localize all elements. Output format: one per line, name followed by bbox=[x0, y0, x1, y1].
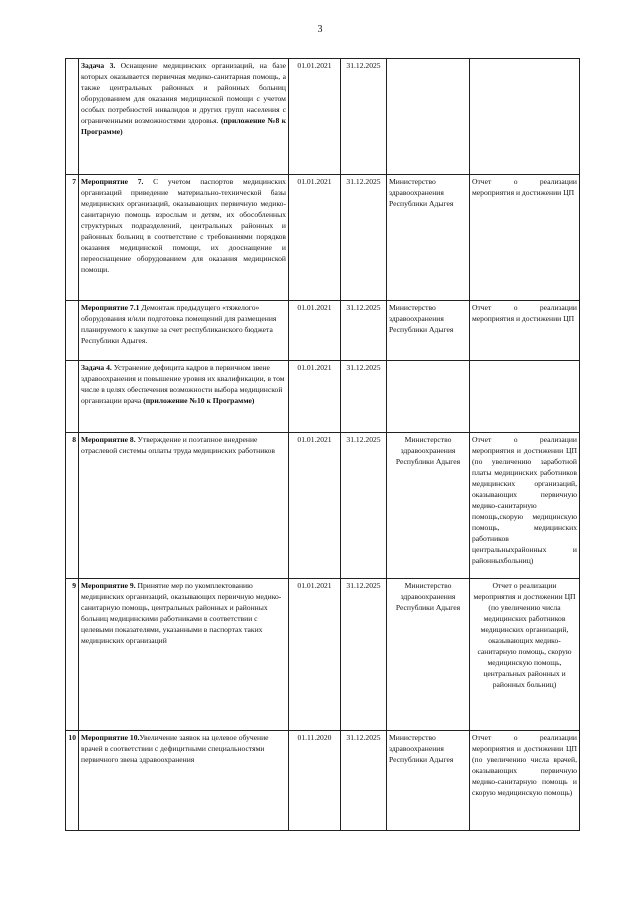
measure-title: Задача 4. bbox=[81, 363, 112, 372]
measure-description bbox=[79, 59, 289, 175]
measure-title: Мероприятие 8. bbox=[81, 435, 136, 444]
table-row bbox=[66, 731, 580, 831]
responsible bbox=[387, 361, 470, 433]
table-row bbox=[66, 361, 580, 433]
result bbox=[470, 361, 580, 433]
row-number bbox=[66, 59, 79, 175]
row-number bbox=[66, 301, 79, 361]
measure-title: Мероприятие 7.1 bbox=[81, 303, 140, 312]
responsible: Министерство здравоохранения Республики Адыгея bbox=[387, 301, 470, 361]
measure-text: Оснащение медицинских организаций, на базе которых оказывается первичная медико-санитарная помощь, а также центральных районных и районных больниц оборудованием для оказания медицинской помощи с учетом особых потребностей инвалидов и других групп населения с ограниченными возможностями здоровья. bbox=[81, 61, 286, 125]
result: Отчет о реализации мероприятия и достижении ЦП (по увеличению числа медицинских работников медицинских организаций, оказывающих медико-санитарную помощь, скорую медицинскую помощь, центральных районных и районных больниц) bbox=[470, 579, 580, 731]
start-date: 01.01.2021 bbox=[289, 59, 341, 175]
table-row bbox=[66, 579, 580, 731]
page-number: 3 bbox=[317, 24, 323, 35]
measure-title: Мероприятие 9. bbox=[81, 581, 136, 590]
result: Отчет о реализации мероприятия и достижении ЦП bbox=[470, 175, 580, 301]
table-row bbox=[66, 301, 580, 361]
measure-title: Мероприятие 10. bbox=[81, 733, 140, 742]
measure-description bbox=[79, 361, 289, 433]
start-date: 01.01.2021 bbox=[289, 579, 341, 731]
result: Отчет о реализации мероприятия и достижении ЦП bbox=[470, 301, 580, 361]
end-date: 31.12.2025 bbox=[341, 301, 387, 361]
end-date: 31.12.2025 bbox=[341, 175, 387, 301]
table-row bbox=[66, 59, 580, 175]
measure-description bbox=[79, 175, 289, 301]
end-date: 31.12.2025 bbox=[341, 433, 387, 579]
measure-description bbox=[79, 433, 289, 579]
measure-description bbox=[79, 579, 289, 731]
responsible: Министерство здравоохранения Республики Адыгея bbox=[387, 579, 470, 731]
measure-title: Мероприятие 7. bbox=[81, 177, 144, 186]
measure-text: Утверждение и поэтапное внедрение отраслевой системы оплаты труда медицинских работников bbox=[81, 435, 275, 455]
end-date: 31.12.2025 bbox=[341, 579, 387, 731]
result: Отчет о реализации мероприятия и достижении ЦП (по увеличению числа врачей, оказывающих первичную медико-санитарную помощь и скорую медицинскую помощь) bbox=[470, 731, 580, 831]
table-row bbox=[66, 433, 580, 579]
row-number: 7 bbox=[66, 175, 79, 301]
responsible bbox=[387, 59, 470, 175]
measure-text: Увеличение заявок на целевое обучение врачей в соответствии с дефицитными специальностями первичного звена здравоохранения bbox=[81, 733, 269, 764]
responsible: Министерство здравоохранения Республики Адыгея bbox=[387, 731, 470, 831]
start-date: 01.01.2021 bbox=[289, 301, 341, 361]
measure-text: Устранение дефицита кадров в первичном звене здравоохранения и повышение уровня их квалификации, в том числе в целях обеспечения возможности выбора медицинской организации врача bbox=[81, 363, 285, 405]
measure-description bbox=[79, 731, 289, 831]
start-date: 01.01.2021 bbox=[289, 361, 341, 433]
measure-text: С учетом паспортов медицинских организаций приведение материально-технической базы медицинских организаций, оказывающих первичную медико-санитарную помощь взрослым и детям, их обособленных структурных подразделений, центральных районных и районных больниц в соответствие с требованиями порядков оказания медицинской помощи, их дооснащение и переоснащение оборудованием для оказания медицинской помощи. bbox=[81, 177, 286, 274]
result bbox=[470, 59, 580, 175]
measure-text: Демонтаж предыдущего «тяжелого» оборудования и/или подготовка помещений для размещения планируемого к закупке за счет республиканского бюджета Республики Адыгея. bbox=[81, 303, 277, 345]
measure-title: Задача 3. bbox=[81, 61, 116, 70]
responsible: Министерство здравоохранения Республики Адыгея bbox=[387, 175, 470, 301]
start-date: 01.11.2020 bbox=[289, 731, 341, 831]
measure-appendix: (приложение №10 к Программе) bbox=[141, 396, 255, 405]
end-date: 31.12.2025 bbox=[341, 361, 387, 433]
measure-appendix: (приложение №8 к Программе) bbox=[81, 116, 286, 136]
end-date: 31.12.2025 bbox=[341, 731, 387, 831]
measure-text: Принятие мер по укомплектованию медицинских организаций, оказывающих первичную медико-санитарную помощь, центральных районных и районных больниц медицинскими работниками в соответствии с целевыми показателями, указанными в паспортах таких медицинских организаций bbox=[81, 581, 282, 645]
row-number: 8 bbox=[66, 433, 79, 579]
start-date: 01.01.2021 bbox=[289, 433, 341, 579]
row-number: 9 bbox=[66, 579, 79, 731]
row-number bbox=[66, 361, 79, 433]
start-date: 01.01.2021 bbox=[289, 175, 341, 301]
responsible: Министерство здравоохранения Республики Адыгея bbox=[387, 433, 470, 579]
result: Отчет о реализации мероприятия и достижении ЦП (по увеличению заработной платы медицинских работников медицинских организаций, оказывающих первичную медико-санитарную помощь,скорую медицинскую помощь, медицинских работников центральныхрайонных и районныхбольниц) bbox=[470, 433, 580, 579]
row-number: 10 bbox=[66, 731, 79, 831]
end-date: 31.12.2025 bbox=[341, 59, 387, 175]
table-row bbox=[66, 175, 580, 301]
measure-description bbox=[79, 301, 289, 361]
measures-table bbox=[65, 58, 580, 831]
